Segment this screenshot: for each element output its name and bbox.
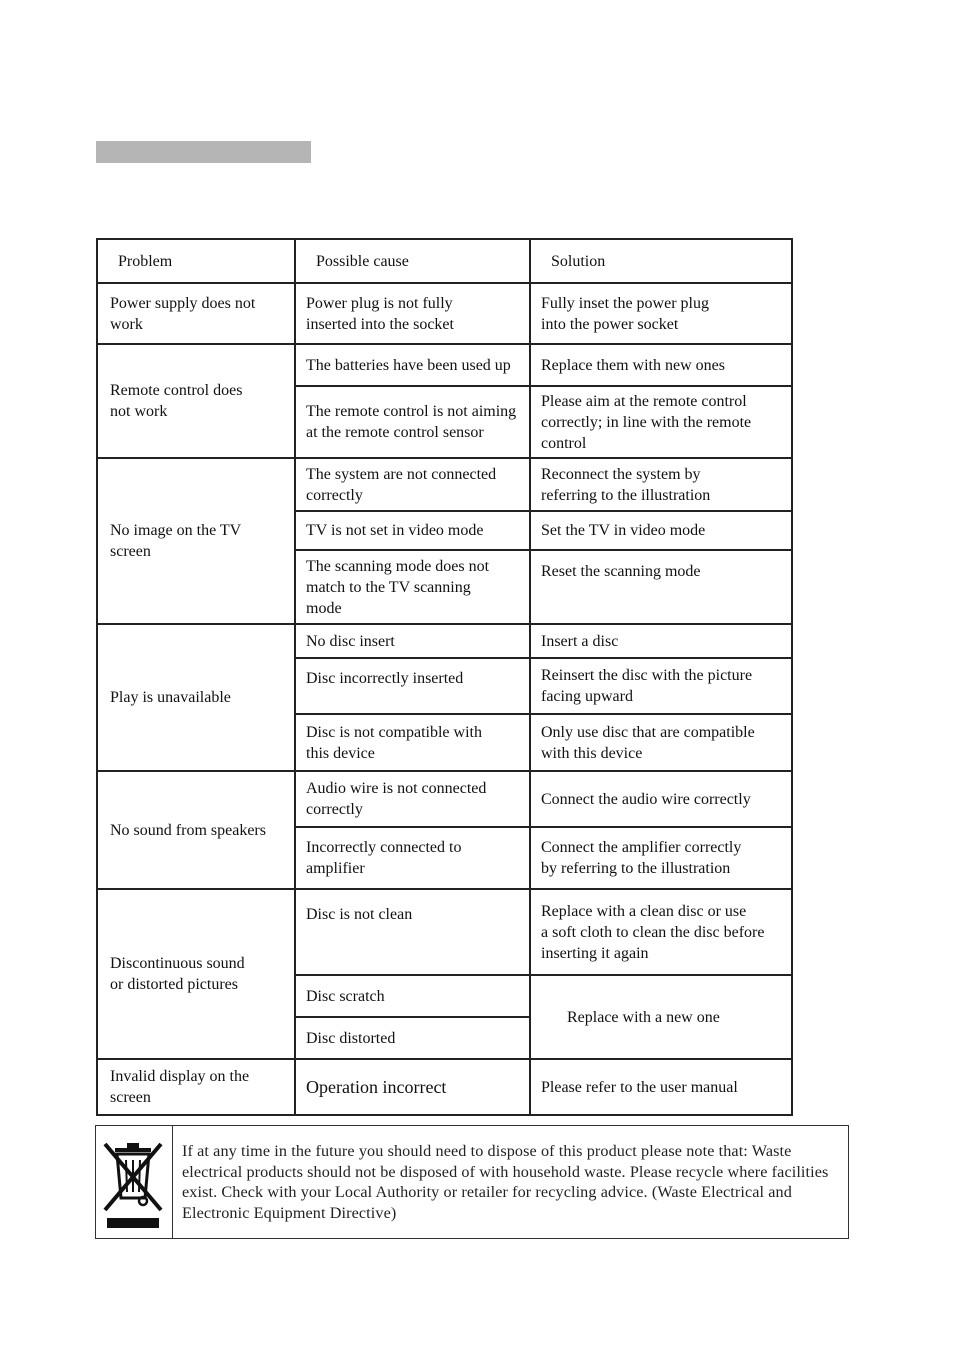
solution-cell: Replace with a clean disc or use a soft cloth to clean the disc before inserting it again [530,889,792,975]
table-row [97,624,792,658]
solution-cell: Please refer to the user manual [530,1059,792,1115]
solution-cell: Only use disc that are compatible with this device [530,714,792,771]
weee-icon-cell [96,1126,173,1238]
solution-cell: Reconnect the system by referring to the illustration [530,458,792,511]
weee-notice [95,1125,849,1239]
cause-cell: Disc incorrectly inserted [295,658,530,714]
weee-notice-text: If at any time in the future you should need to dispose of this product please note that: Waste electrical products should not be disposed of with household waste. Please recycle where facilities exist. Check with your Local Authority or retailer for recycling advice. (Waste Electrical and Electronic Equipment Directive) [182,1142,829,1222]
cause-cell: Power plug is not fully inserted into the socket [295,283,530,344]
cause-cell: Operation incorrect [295,1059,530,1115]
table-row [97,283,792,344]
problem-cell: Invalid display on the screen [97,1059,295,1115]
problem-cell: Power supply does not work [97,283,295,344]
cause-cell: The scanning mode does not match to the TV scanning mode [295,550,530,624]
header-solution: Solution [530,239,792,283]
cause-cell: Incorrectly connected to amplifier [295,827,530,889]
header-problem: Problem [97,239,295,283]
crossed-out-wheelie-bin-icon [99,1134,167,1234]
cause-cell: TV is not set in video mode [295,511,530,550]
cause-cell: The system are not connected correctly [295,458,530,511]
problem-cell: No sound from speakers [97,771,295,889]
solution-cell: Fully inset the power plug into the power socket [530,283,792,344]
cause-cell: Disc distorted [295,1017,530,1059]
solution-cell: Reset the scanning mode [530,550,792,624]
problem-cell: No image on the TV screen [97,458,295,624]
problem-cell: Play is unavailable [97,624,295,771]
table-row [97,344,792,386]
header-possible-cause: Possible cause [295,239,530,283]
solution-cell: Set the TV in video mode [530,511,792,550]
cause-cell: Audio wire is not connected correctly [295,771,530,827]
table-header-row [97,239,792,283]
problem-cell: Discontinuous sound or distorted pictures [97,889,295,1059]
cause-cell: Disc scratch [295,975,530,1017]
solution-cell: Connect the amplifier correctly by referring to the illustration [530,827,792,889]
table-row [97,889,792,975]
solution-cell: Reinsert the disc with the picture facing upward [530,658,792,714]
solution-cell: Replace with a new one [530,975,792,1059]
table-row [97,458,792,511]
cause-cell: The batteries have been used up [295,344,530,386]
section-title-bar [96,141,311,163]
cause-cell: The remote control is not aiming at the remote control sensor [295,386,530,458]
troubleshooting-table [96,238,793,1116]
table-row [97,1059,792,1115]
cause-cell: Disc is not clean [295,889,530,975]
solution-cell: Please aim at the remote control correctly; in line with the remote control [530,386,792,458]
problem-cell: Remote control does not work [97,344,295,458]
cause-cell: No disc insert [295,624,530,658]
solution-cell: Connect the audio wire correctly [530,771,792,827]
solution-cell: Replace them with new ones [530,344,792,386]
solution-cell: Insert a disc [530,624,792,658]
cause-cell: Disc is not compatible with this device [295,714,530,771]
table-row [97,771,792,827]
